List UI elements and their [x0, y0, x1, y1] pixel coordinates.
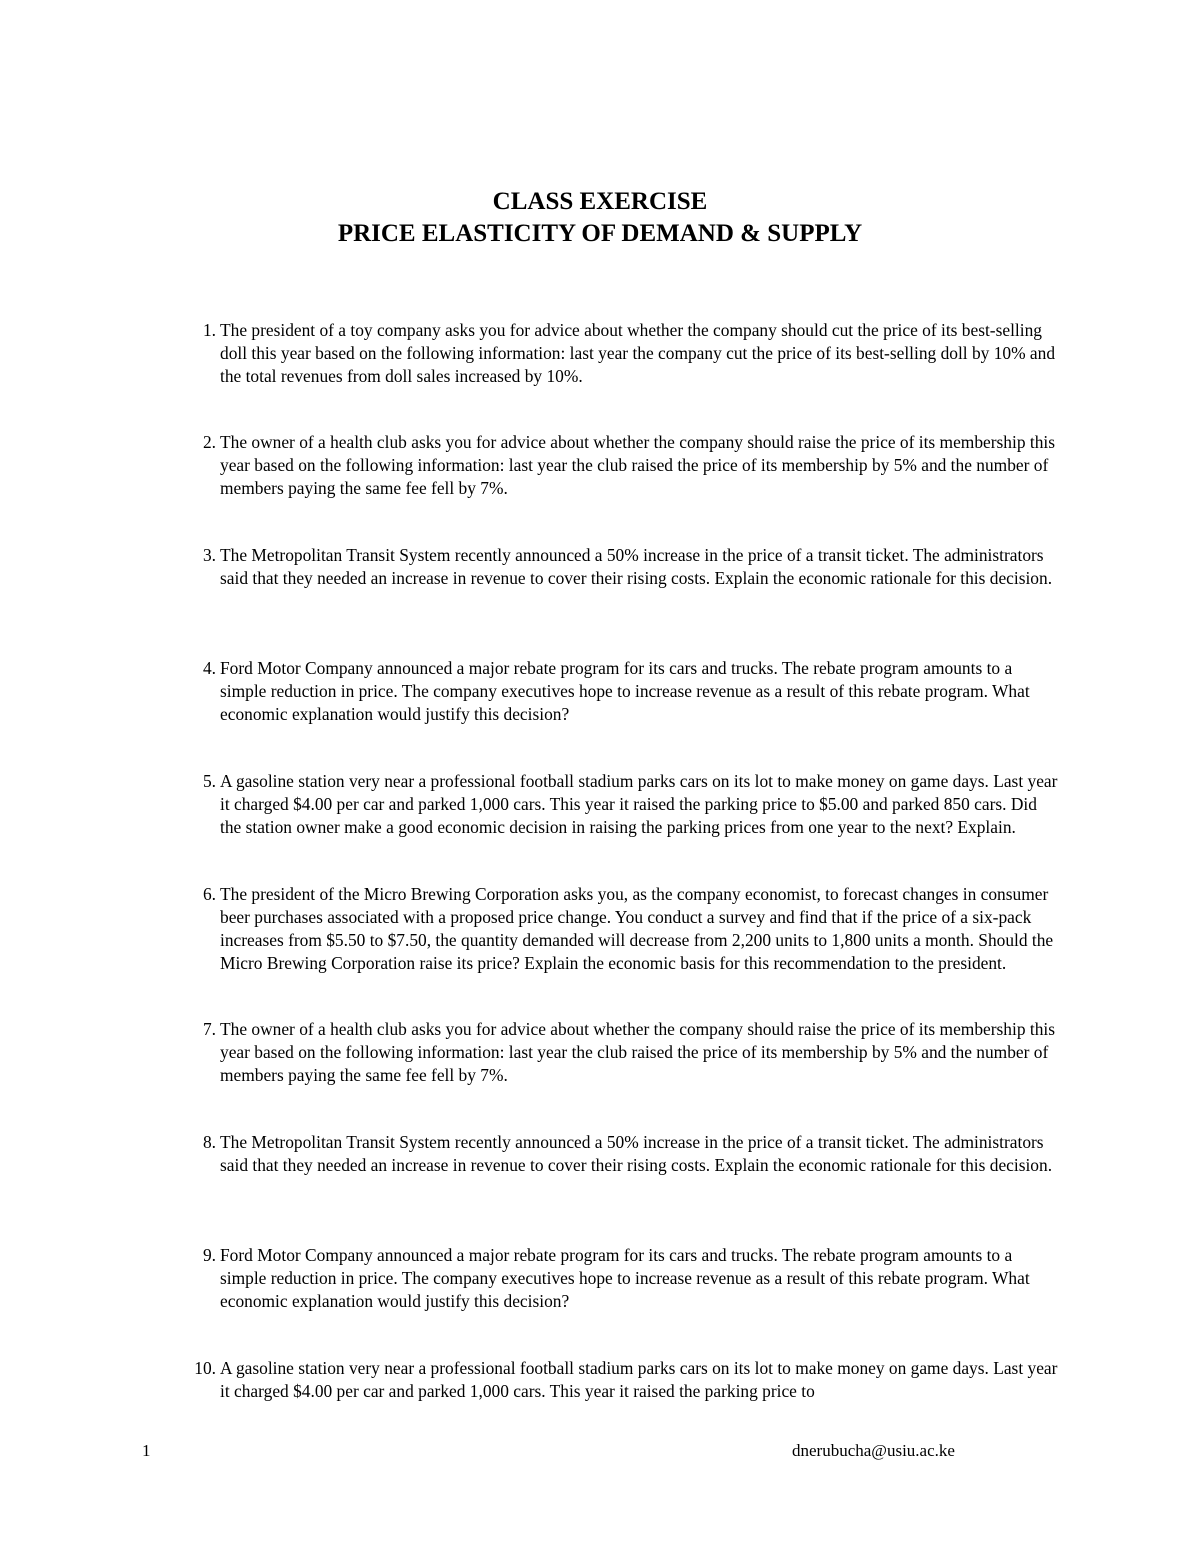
- question-number: 8.: [202, 1132, 216, 1152]
- question-item: [202, 544, 1060, 590]
- question-number: 9.: [202, 1245, 216, 1265]
- question-text: The owner of a health club asks you for advice about whether the company should raise the price of its membership this year based on the following information: last year the club raised the price of its membership by 5% and the number of members paying the same fee fell by 7%.: [220, 1019, 1055, 1085]
- title-line-2: PRICE ELASTICITY OF DEMAND & SUPPLY: [337, 220, 863, 247]
- question-text: A gasoline station very near a professional football stadium parks cars on its lot to make money on game days. Last year it charged $4.00 per car and parked 1,000 cars. This year it raised the parking price to $5.00 and parked 850 cars. Did the station owner make a good economic decision in raising the parking prices from one year to the next? Explain.: [220, 771, 1058, 837]
- question-number: 6.: [202, 884, 216, 904]
- question-number: 4.: [202, 658, 216, 678]
- question-text: The president of a toy company asks you for advice about whether the company should cut the price of its best-selling doll this year based on the following information: last year the company cut the price of its best-selling doll by 10% and the total revenues from doll sales increased by 10%.: [220, 320, 1056, 386]
- question-item: [202, 1131, 1060, 1177]
- question-text: The owner of a health club asks you for advice about whether the company should raise the price of its membership this year based on the following information: last year the club raised the price of its membership by 5% and the number of members paying the same fee fell by 7%.: [220, 432, 1055, 498]
- question-text: Ford Motor Company announced a major rebate program for its cars and trucks. The rebate program amounts to a simple reduction in price. The company executives hope to increase revenue as a result of this rebate program. What economic explanation would justify this decision?: [220, 658, 1030, 724]
- question-text: A gasoline station very near a professional football stadium parks cars on its lot to make money on game days. Last year it charged $4.00 per car and parked 1,000 cars. This year it raised the parking price to: [220, 1358, 1058, 1401]
- question-text: The Metropolitan Transit System recently announced a 50% increase in the price of a transit ticket. The administrators said that they needed an increase in revenue to cover their rising costs. Explain the economic rationale for this decision.: [220, 545, 1053, 588]
- question-item: [202, 431, 1060, 500]
- question-item: [202, 657, 1060, 726]
- question-item: [202, 883, 1060, 975]
- question-text: The president of the Micro Brewing Corporation asks you, as the company economist, to forecast changes in consumer beer purchases associated with a proposed price change. You conduct a survey and find that if the price of a six-pack increases from $5.50 to $7.50, the quantity demanded will decrease from 2,200 units to 1,800 units a month. Should the Micro Brewing Corporation raise its price? Explain the economic basis for this recommendation to the president.: [220, 884, 1054, 973]
- question-number: 10.: [194, 1358, 216, 1378]
- question-item: [194, 1357, 1060, 1403]
- footer-email: dnerubucha@usiu.ac.ke: [792, 1441, 955, 1460]
- document-title: [0, 186, 1200, 250]
- question-item: [202, 319, 1060, 388]
- question-number: 1.: [202, 320, 216, 340]
- question-text: The Metropolitan Transit System recently announced a 50% increase in the price of a transit ticket. The administrators said that they needed an increase in revenue to cover their rising costs. Explain the economic rationale for this decision.: [220, 1132, 1053, 1175]
- title-line-1: CLASS EXERCISE: [492, 188, 708, 215]
- page-number: 1: [142, 1441, 151, 1460]
- question-item: [202, 1018, 1060, 1087]
- question-item: [202, 1244, 1060, 1313]
- question-text: Ford Motor Company announced a major rebate program for its cars and trucks. The rebate program amounts to a simple reduction in price. The company executives hope to increase revenue as a result of this rebate program. What economic explanation would justify this decision?: [220, 1245, 1030, 1311]
- question-number: 5.: [202, 771, 216, 791]
- question-number: 3.: [202, 545, 216, 565]
- question-item: [202, 770, 1060, 839]
- question-number: 7.: [202, 1019, 216, 1039]
- question-number: 2.: [202, 432, 216, 452]
